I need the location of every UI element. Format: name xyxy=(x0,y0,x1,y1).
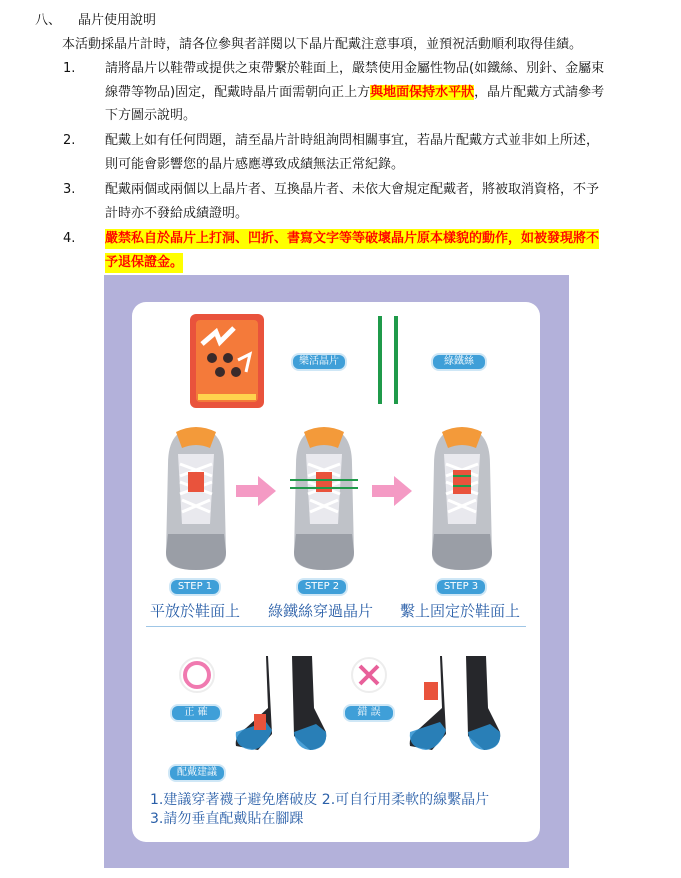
item-4-line-2: 予退保證金。 xyxy=(105,253,183,273)
step-1-caption: 平放於鞋面上 xyxy=(150,602,241,620)
step-2-badge: STEP 2 xyxy=(296,578,348,596)
shoe-step-1-image xyxy=(160,424,232,572)
wrong-cross-icon xyxy=(350,656,388,694)
item-3-line-2: 計時亦不發給成績證明。 xyxy=(105,206,249,221)
item-1-highlight: 與地面保持水平狀 xyxy=(370,85,475,100)
chip-image xyxy=(190,314,264,408)
divider xyxy=(146,626,526,627)
item-2-number: 2. xyxy=(63,133,76,148)
item-3-number: 3. xyxy=(63,182,76,197)
advice-line-1: 1.建議穿著襪子避免磨破皮 2.可自行用柔軟的線繫晶片 xyxy=(150,792,490,808)
section-title: 晶片使用說明 xyxy=(78,13,157,28)
advice-line-2: 3.請勿垂直配戴貼在腳踝 xyxy=(150,811,304,827)
section-number: 八、 xyxy=(35,13,62,28)
item-1-line-3: 下方圖示說明。 xyxy=(105,108,197,123)
step-3-caption: 繫上固定於鞋面上 xyxy=(400,602,521,620)
item-4-line-1: 嚴禁私自於晶片上打洞、凹折、書寫文字等等破壞晶片原本樣貌的動作，如被發現將不 xyxy=(105,229,599,249)
arrow-right-icon xyxy=(372,476,412,506)
advice-badge: 配戴建議 xyxy=(168,764,226,782)
shoe-step-2-image xyxy=(288,424,360,572)
item-1-text: 線帶等物品)固定，配戴時晶片面需朝向正上方 xyxy=(105,85,371,100)
step-3-badge: STEP 3 xyxy=(435,578,487,596)
feet-wrong-image xyxy=(406,652,502,752)
shoe-step-3-image xyxy=(426,424,498,572)
wrong-label-badge: 錯 誤 xyxy=(343,704,395,722)
item-3-line-1: 配戴兩個或兩個以上晶片者、互換晶片者、未依大會規定配戴者，將被取消資格，不予 xyxy=(105,182,600,197)
feet-correct-image xyxy=(232,652,328,752)
arrow-right-icon xyxy=(236,476,276,506)
item-4-number: 4. xyxy=(63,231,76,246)
item-1-line-1: 請將晶片以鞋帶或提供之束帶繫於鞋面上，嚴禁使用金屬性物品(如鐵絲、別針、金屬束 xyxy=(105,61,605,76)
item-1-number: 1. xyxy=(63,61,76,76)
correct-label-badge: 正 確 xyxy=(170,704,222,722)
intro-paragraph: 本活動採晶片計時，請各位參與者詳閱以下晶片配戴注意事項，並預祝活動順利取得佳績。 xyxy=(62,37,583,52)
item-1-text-tail: ，晶片配戴方式請參考 xyxy=(474,85,605,100)
item-1-line-2 xyxy=(105,83,604,103)
item-2-line-1: 配戴上如有任何問題，請至晶片計時組詢問相關事宜，若晶片配戴方式並非如上所述， xyxy=(105,133,600,148)
step-1-badge: STEP 1 xyxy=(169,578,221,596)
correct-circle-icon xyxy=(178,656,216,694)
item-2-line-2: 則可能會影響您的晶片感應導致成績無法正常紀錄。 xyxy=(105,157,405,172)
step-2-caption: 綠鐵絲穿過晶片 xyxy=(268,602,374,620)
chip-label-badge: 樂活晶片 xyxy=(291,353,347,371)
wire-label-badge: 綠鐵絲 xyxy=(431,353,487,371)
green-wire-image xyxy=(374,316,404,404)
